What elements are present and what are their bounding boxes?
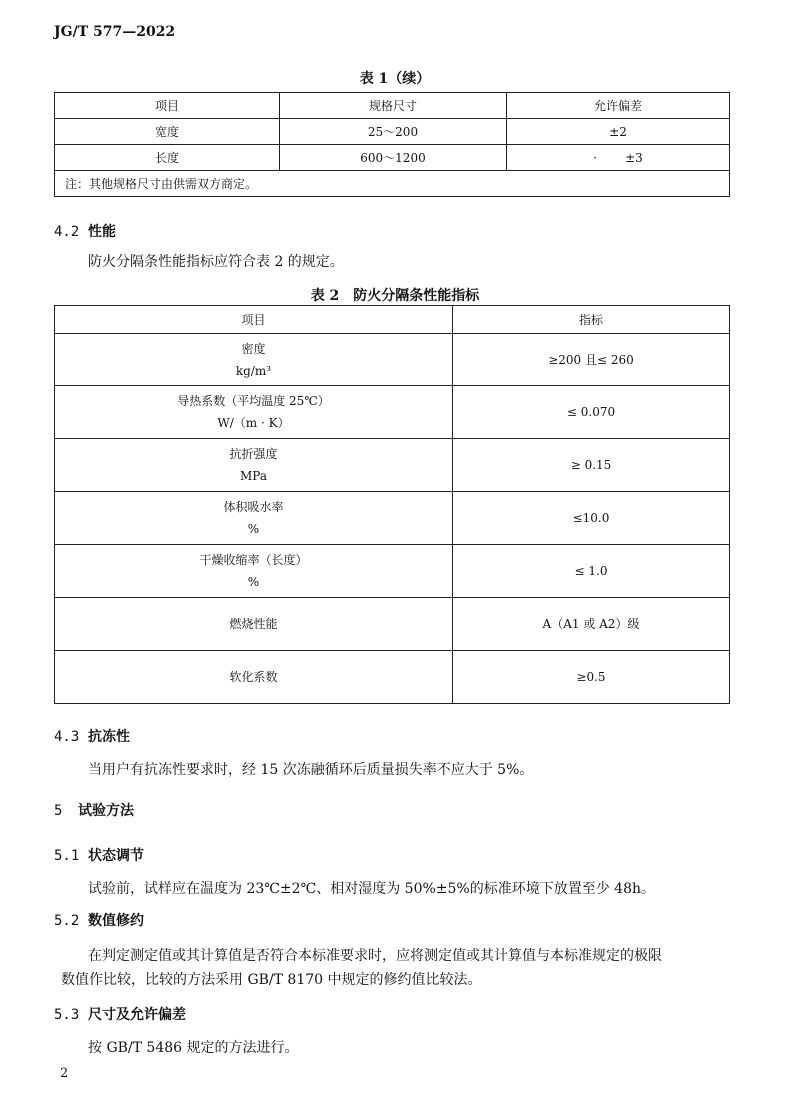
table1-header-row: [55, 93, 730, 119]
section-title: 数值修约: [88, 913, 144, 929]
table2-cell-value: A（A1 或 A2）级: [453, 598, 730, 651]
section-4-3-heading: [54, 726, 130, 746]
item-name: 体积吸水率: [223, 500, 284, 514]
table2-caption: 表 2 防火分隔条性能指标: [310, 288, 480, 304]
table2-cell-item: [55, 492, 453, 545]
table2-cell-item: 燃烧性能: [55, 598, 453, 651]
item-name: 抗折强度: [229, 447, 278, 461]
table2-cell-value: ≥ 0.15: [453, 439, 730, 492]
section-title: 尺寸及允许偏差: [88, 1007, 186, 1023]
table-row: [55, 492, 730, 545]
table1-cell-size: 600～1200: [280, 145, 507, 171]
table1-cell-item: 长度: [55, 145, 280, 171]
item-name: 密度: [241, 341, 266, 356]
table2-cell-value: ≥0.5: [453, 651, 730, 704]
table2-header-cell: 指标: [453, 306, 730, 334]
section-4-3-text: 当用户有抗冻性要求时，经 15 次冻融循环后质量损失率不应大于 5%。: [88, 762, 534, 778]
table2-cell-item: [55, 545, 453, 598]
section-title: 试验方法: [78, 803, 134, 819]
item-unit: kg/m³: [235, 363, 272, 378]
table1-cell-tolerance: ±2: [507, 119, 730, 145]
table2-cell-value: ≤ 0.070: [453, 386, 730, 439]
table1-cell-size: 25～200: [280, 119, 507, 145]
table2-cell-item: [55, 439, 453, 492]
section-title: 状态调节: [88, 848, 144, 864]
table2: [54, 305, 730, 704]
section-4-2-text: 防火分隔条性能指标应符合表 2 的规定。: [88, 254, 344, 270]
item-unit: %: [247, 575, 260, 589]
item-unit: MPa: [240, 469, 267, 483]
table-row: [55, 545, 730, 598]
item-name: 导热系数（平均温度 25℃）: [177, 394, 330, 408]
section-5-1-heading: [54, 845, 144, 865]
table-row: [55, 598, 730, 651]
section-5-1-text: 试验前，试样应在温度为 23℃±2℃、相对湿度为 50%±5%的标准环境下放置至少 48h。: [88, 881, 656, 897]
section-title: 抗冻性: [88, 729, 130, 745]
item-unit: %: [247, 522, 260, 536]
table-row: [55, 651, 730, 704]
item-unit: W/（m · K）: [217, 416, 290, 430]
table1-header-cell: 项目: [55, 93, 280, 119]
table2-cell-item: [55, 386, 453, 439]
table-row: [55, 145, 730, 171]
section-4-2-heading: [54, 221, 116, 241]
table1-caption: 表 1（续）: [359, 71, 431, 87]
table-row: [55, 386, 730, 439]
table1-header-cell: 规格尺寸: [280, 93, 507, 119]
table2-header-cell: 项目: [55, 306, 453, 334]
section-number: 5: [54, 803, 63, 819]
table1-note-row: [55, 171, 730, 197]
table-row: [55, 119, 730, 145]
table1-note: 注：其他规格尺寸由供需双方商定。: [55, 171, 730, 197]
section-number: 4.3: [54, 729, 80, 745]
table2-cell-item: 软化系数: [55, 651, 453, 704]
section-5-3-text: 按 GB/T 5486 规定的方法进行。: [88, 1040, 299, 1056]
item-name: 干燥收缩率（长度）: [199, 553, 308, 567]
section-number: 5.1: [54, 848, 80, 864]
table2-header-row: [55, 306, 730, 334]
page-number: 2: [60, 1066, 69, 1081]
stray-dot-mark: ·: [593, 150, 598, 165]
table1-header-cell: 允许偏差: [507, 93, 730, 119]
section-number: 5.2: [54, 913, 80, 929]
section-number: 4.2: [54, 224, 80, 240]
table1-cell-item: 宽度: [55, 119, 280, 145]
table1-cell-tolerance: [507, 145, 730, 171]
section-5-heading: [54, 800, 134, 820]
section-5-2-text-line1: 在判定测定值或其计算值是否符合本标准要求时，应将测定值或其计算值与本标准规定的极限: [88, 948, 662, 964]
table2-cell-item: [55, 334, 453, 386]
standard-code: JG/T 577—2022: [54, 24, 176, 40]
section-title: 性能: [88, 224, 116, 240]
section-5-2-heading: [54, 910, 144, 930]
table1-tolerance-value: ±3: [625, 150, 643, 165]
table2-cell-value: ≤10.0: [453, 492, 730, 545]
table-row: [55, 439, 730, 492]
table-row: [55, 334, 730, 386]
section-number: 5.3: [54, 1007, 80, 1023]
table1: [54, 92, 730, 197]
section-5-3-heading: [54, 1004, 186, 1024]
section-5-2-text-line2: 数值作比较，比较的方法采用 GB/T 8170 中规定的修约值比较法。: [61, 972, 482, 988]
table2-cell-value: ≥200 且≤ 260: [453, 334, 730, 386]
table2-cell-value: ≤ 1.0: [453, 545, 730, 598]
